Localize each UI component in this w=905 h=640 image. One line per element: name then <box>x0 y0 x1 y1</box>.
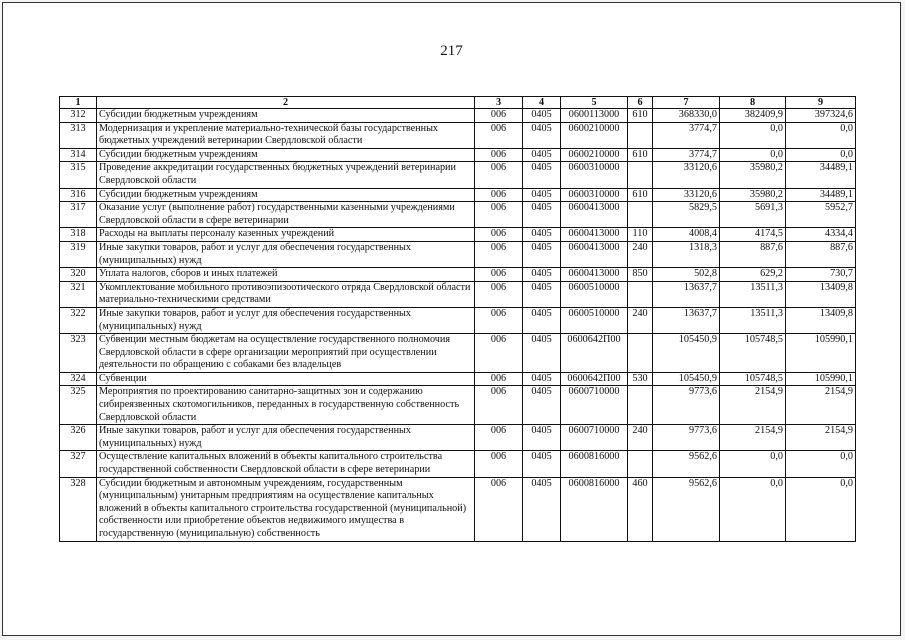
amount-year-2: 629,2 <box>720 268 786 282</box>
amount-year-1: 105450,9 <box>653 372 720 386</box>
row-number: 317 <box>60 202 97 228</box>
code-section: 0405 <box>523 281 561 307</box>
amount-year-3: 34489,1 <box>786 188 856 202</box>
code-expense-type <box>628 122 653 148</box>
row-name: Расходы на выплаты персоналу казенных учреждений <box>97 228 475 242</box>
amount-year-2: 105748,5 <box>720 372 786 386</box>
table-row <box>60 372 856 386</box>
code-target: 0600510000 <box>561 281 628 307</box>
amount-year-2: 0,0 <box>720 122 786 148</box>
code-expense-type: 530 <box>628 372 653 386</box>
code-expense-type: 850 <box>628 268 653 282</box>
code-target: 0600642П00 <box>561 334 628 373</box>
row-number: 313 <box>60 122 97 148</box>
amount-year-2: 2154,9 <box>720 425 786 451</box>
code-section: 0405 <box>523 307 561 333</box>
amount-year-3: 13409,8 <box>786 281 856 307</box>
amount-year-3: 0,0 <box>786 122 856 148</box>
code-section: 0405 <box>523 148 561 162</box>
table-row <box>60 148 856 162</box>
page-number: 217 <box>440 43 463 59</box>
row-number: 321 <box>60 281 97 307</box>
row-number: 319 <box>60 241 97 267</box>
row-name: Субвенции местным бюджетам на осуществление государственного полномочия Свердловской области в сфере организации мероприятий при осуществлении деятельности по обращению с собаками без владельцев <box>97 334 475 373</box>
amount-year-2: 105748,5 <box>720 334 786 373</box>
code-ministry: 006 <box>475 425 523 451</box>
code-ministry: 006 <box>475 148 523 162</box>
row-name: Проведение аккредитации государственных бюджетных учреждений ветеринарии Свердловской области <box>97 162 475 188</box>
code-target: 0600310000 <box>561 162 628 188</box>
code-ministry: 006 <box>475 477 523 541</box>
code-section: 0405 <box>523 334 561 373</box>
document-page <box>2 2 901 636</box>
table-row <box>60 241 856 267</box>
amount-year-3: 4334,4 <box>786 228 856 242</box>
code-ministry: 006 <box>475 241 523 267</box>
code-ministry: 006 <box>475 451 523 477</box>
table-body <box>60 109 856 542</box>
code-ministry: 006 <box>475 281 523 307</box>
amount-year-1: 13637,7 <box>653 307 720 333</box>
code-ministry: 006 <box>475 268 523 282</box>
amount-year-2: 0,0 <box>720 451 786 477</box>
amount-year-2: 4174,5 <box>720 228 786 242</box>
code-section: 0405 <box>523 109 561 123</box>
code-target: 0600710000 <box>561 425 628 451</box>
amount-year-1: 4008,4 <box>653 228 720 242</box>
code-expense-type <box>628 334 653 373</box>
row-name: Укомплектование мобильного противоэпизоотического отряда Свердловской области материально-техническими средствами <box>97 281 475 307</box>
code-target: 0600710000 <box>561 386 628 425</box>
row-number: 327 <box>60 451 97 477</box>
amount-year-2: 887,6 <box>720 241 786 267</box>
code-target: 0600310000 <box>561 188 628 202</box>
amount-year-1: 13637,7 <box>653 281 720 307</box>
amount-year-2: 35980,2 <box>720 162 786 188</box>
table-row <box>60 451 856 477</box>
row-number: 325 <box>60 386 97 425</box>
amount-year-1: 368330,0 <box>653 109 720 123</box>
row-number: 316 <box>60 188 97 202</box>
code-expense-type <box>628 202 653 228</box>
code-target: 0600113000 <box>561 109 628 123</box>
code-ministry: 006 <box>475 307 523 333</box>
amount-year-1: 9773,6 <box>653 425 720 451</box>
amount-year-3: 2154,9 <box>786 386 856 425</box>
amount-year-3: 5952,7 <box>786 202 856 228</box>
code-target: 0600816000 <box>561 477 628 541</box>
code-section: 0405 <box>523 162 561 188</box>
row-number: 328 <box>60 477 97 541</box>
row-number: 320 <box>60 268 97 282</box>
code-section: 0405 <box>523 202 561 228</box>
table-row <box>60 334 856 373</box>
amount-year-3: 0,0 <box>786 148 856 162</box>
code-section: 0405 <box>523 188 561 202</box>
code-section: 0405 <box>523 122 561 148</box>
code-target: 0600210000 <box>561 122 628 148</box>
row-number: 322 <box>60 307 97 333</box>
code-section: 0405 <box>523 372 561 386</box>
row-number: 323 <box>60 334 97 373</box>
row-number: 326 <box>60 425 97 451</box>
amount-year-3: 887,6 <box>786 241 856 267</box>
amount-year-1: 9562,6 <box>653 451 720 477</box>
code-target: 0600413000 <box>561 202 628 228</box>
amount-year-1: 3774,7 <box>653 122 720 148</box>
row-number: 314 <box>60 148 97 162</box>
table-row <box>60 188 856 202</box>
amount-year-1: 33120,6 <box>653 188 720 202</box>
row-name: Иные закупки товаров, работ и услуг для обеспечения государственных (муниципальных) нужд <box>97 241 475 267</box>
code-ministry: 006 <box>475 228 523 242</box>
code-ministry: 006 <box>475 188 523 202</box>
code-expense-type: 110 <box>628 228 653 242</box>
amount-year-3: 105990,1 <box>786 372 856 386</box>
amount-year-2: 382409,9 <box>720 109 786 123</box>
row-name: Уплата налогов, сборов и иных платежей <box>97 268 475 282</box>
code-section: 0405 <box>523 451 561 477</box>
code-ministry: 006 <box>475 386 523 425</box>
column-header-8: 8 <box>720 97 786 109</box>
code-section: 0405 <box>523 477 561 541</box>
amount-year-1: 3774,7 <box>653 148 720 162</box>
code-expense-type <box>628 281 653 307</box>
code-target: 0600816000 <box>561 451 628 477</box>
column-header-7: 7 <box>653 97 720 109</box>
code-ministry: 006 <box>475 372 523 386</box>
row-name: Субсидии бюджетным и автономным учреждениям, государственным (муниципальным) унитарным предприятиям на осуществление капитальных вложений в объекты капитального строительства государственной (муниципальной) собственности или приобретение объектов недвижимого имущества в государственную (муниципальную) собственность <box>97 477 475 541</box>
header-row <box>60 97 856 109</box>
amount-year-3: 0,0 <box>786 477 856 541</box>
amount-year-3: 34489,1 <box>786 162 856 188</box>
row-name: Иные закупки товаров, работ и услуг для обеспечения государственных (муниципальных) нужд <box>97 425 475 451</box>
code-ministry: 006 <box>475 122 523 148</box>
table-row <box>60 109 856 123</box>
table-row <box>60 386 856 425</box>
row-name: Субсидии бюджетным учреждениям <box>97 148 475 162</box>
code-expense-type: 460 <box>628 477 653 541</box>
code-target: 0600642П00 <box>561 372 628 386</box>
amount-year-1: 9562,6 <box>653 477 720 541</box>
code-section: 0405 <box>523 228 561 242</box>
amount-year-2: 13511,3 <box>720 307 786 333</box>
amount-year-1: 33120,6 <box>653 162 720 188</box>
amount-year-1: 5829,5 <box>653 202 720 228</box>
code-expense-type <box>628 451 653 477</box>
row-name: Иные закупки товаров, работ и услуг для обеспечения государственных (муниципальных) нужд <box>97 307 475 333</box>
amount-year-1: 1318,3 <box>653 241 720 267</box>
column-header-9: 9 <box>786 97 856 109</box>
column-header-6: 6 <box>628 97 653 109</box>
column-header-5: 5 <box>561 97 628 109</box>
column-header-2: 2 <box>97 97 475 109</box>
row-name: Модернизация и укрепление материально-технической базы государственных бюджетных учреждений ветеринарии Свердловской области <box>97 122 475 148</box>
code-section: 0405 <box>523 268 561 282</box>
row-name: Субвенции <box>97 372 475 386</box>
row-number: 315 <box>60 162 97 188</box>
code-expense-type <box>628 386 653 425</box>
code-ministry: 006 <box>475 334 523 373</box>
row-name: Мероприятия по проектированию санитарно-защитных зон и содержанию сибиреязвенных скотомогильников, переданных в государственную собственность Свердловской области <box>97 386 475 425</box>
column-header-4: 4 <box>523 97 561 109</box>
code-expense-type: 610 <box>628 109 653 123</box>
code-section: 0405 <box>523 386 561 425</box>
table-row <box>60 268 856 282</box>
code-expense-type: 240 <box>628 307 653 333</box>
code-expense-type: 240 <box>628 425 653 451</box>
amount-year-2: 0,0 <box>720 148 786 162</box>
table-row <box>60 281 856 307</box>
table-row <box>60 162 856 188</box>
row-name: Оказание услуг (выполнение работ) государственными казенными учреждениями Свердловской области в сфере ветеринарии <box>97 202 475 228</box>
amount-year-2: 13511,3 <box>720 281 786 307</box>
row-name: Осуществление капитальных вложений в объекты капитального строительства государственной собственности Свердловской области в сфере ветеринарии <box>97 451 475 477</box>
code-target: 0600510000 <box>561 307 628 333</box>
amount-year-2: 0,0 <box>720 477 786 541</box>
code-ministry: 006 <box>475 162 523 188</box>
table-row <box>60 477 856 541</box>
amount-year-1: 9773,6 <box>653 386 720 425</box>
code-target: 0600210000 <box>561 148 628 162</box>
row-number: 324 <box>60 372 97 386</box>
table-row <box>60 307 856 333</box>
amount-year-3: 730,7 <box>786 268 856 282</box>
code-expense-type <box>628 162 653 188</box>
code-target: 0600413000 <box>561 241 628 267</box>
table-row <box>60 425 856 451</box>
amount-year-2: 2154,9 <box>720 386 786 425</box>
code-section: 0405 <box>523 425 561 451</box>
code-target: 0600413000 <box>561 268 628 282</box>
table-row <box>60 202 856 228</box>
table-row <box>60 228 856 242</box>
budget-table <box>59 96 856 542</box>
column-header-1: 1 <box>60 97 97 109</box>
amount-year-1: 105450,9 <box>653 334 720 373</box>
row-name: Субсидии бюджетным учреждениям <box>97 109 475 123</box>
code-target: 0600413000 <box>561 228 628 242</box>
column-header-3: 3 <box>475 97 523 109</box>
amount-year-3: 0,0 <box>786 451 856 477</box>
amount-year-3: 105990,1 <box>786 334 856 373</box>
code-expense-type: 240 <box>628 241 653 267</box>
code-section: 0405 <box>523 241 561 267</box>
amount-year-3: 13409,8 <box>786 307 856 333</box>
amount-year-2: 5691,3 <box>720 202 786 228</box>
row-number: 318 <box>60 228 97 242</box>
code-expense-type: 610 <box>628 148 653 162</box>
table-header <box>60 97 856 109</box>
table-row <box>60 122 856 148</box>
row-number: 312 <box>60 109 97 123</box>
amount-year-3: 2154,9 <box>786 425 856 451</box>
code-ministry: 006 <box>475 202 523 228</box>
code-expense-type: 610 <box>628 188 653 202</box>
amount-year-2: 35980,2 <box>720 188 786 202</box>
code-ministry: 006 <box>475 109 523 123</box>
amount-year-3: 397324,6 <box>786 109 856 123</box>
amount-year-1: 502,8 <box>653 268 720 282</box>
row-name: Субсидии бюджетным учреждениям <box>97 188 475 202</box>
